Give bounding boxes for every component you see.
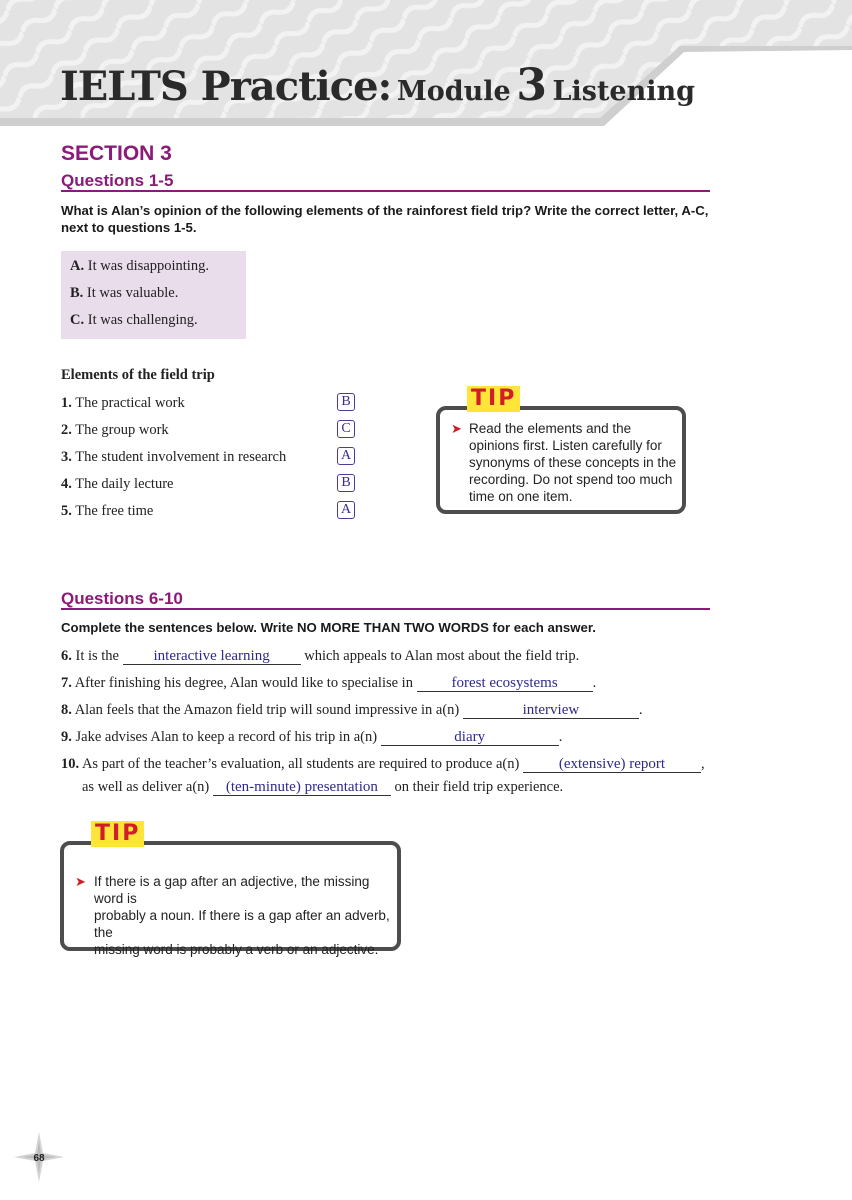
answer-box[interactable]: B (337, 474, 355, 492)
sentence-before: Jake advises Alan to keep a record of his trip in a(n) (75, 729, 378, 745)
answer-blank[interactable]: interactive learning (123, 648, 301, 665)
answer-blank[interactable]: diary (381, 729, 559, 746)
element-number: 2. (61, 422, 72, 438)
arrow-icon: ➤ (75, 874, 86, 889)
option-letter: A. (70, 258, 85, 274)
element-text: The practical work (75, 395, 185, 411)
title-number: 3 (516, 60, 547, 111)
sentence-number: 6. (61, 648, 72, 664)
element-item (61, 503, 153, 520)
option-c (70, 312, 198, 329)
questions-6-10-instruction: Complete the sentences below. Write NO MORE THAN TWO WORDS for each answer. (61, 620, 596, 635)
sentence-6 (61, 648, 579, 665)
sentence-7 (61, 675, 596, 692)
tip-line: synonyms of these concepts in the (469, 455, 677, 470)
option-letter: B. (70, 285, 84, 301)
answer-box[interactable]: A (337, 447, 355, 465)
sentence-before: As part of the teacher’s evaluation, all students are required to produce a(n) (81, 756, 520, 772)
sentence-after: on their field trip experience. (394, 779, 564, 795)
sentence-10-cont (82, 779, 563, 796)
sentence-number: 7. (61, 675, 72, 691)
sentence-9 (61, 729, 562, 746)
element-text: The daily lecture (75, 476, 174, 492)
heading-rule (61, 608, 710, 610)
tip-label: TIP (467, 386, 520, 412)
option-text: It was disappointing. (87, 258, 209, 274)
compass-star-icon (14, 1132, 64, 1182)
header-banner (0, 0, 852, 130)
sentence-before: as well as deliver a(n) (82, 779, 210, 795)
sentence-number: 9. (61, 729, 72, 745)
element-text: The student involvement in research (75, 449, 287, 465)
answer-box[interactable]: A (337, 501, 355, 519)
option-a (70, 258, 209, 275)
page-number: 68 (33, 1153, 45, 1164)
tip-line: time on one item. (469, 489, 573, 504)
element-text: The free time (75, 503, 154, 519)
sentence-after: . (558, 729, 563, 745)
title-main: IELTS Practice: (60, 63, 392, 110)
answer-box[interactable]: C (337, 420, 355, 438)
sentence-before: It is the (75, 648, 119, 664)
sentence-before: Alan feels that the Amazon field trip will sound impressive in a(n) (74, 702, 460, 718)
questions-6-10-heading: Questions 6-10 (61, 589, 183, 608)
sentence-number: 10. (61, 756, 80, 772)
option-b (70, 285, 178, 302)
questions-1-5-instruction: What is Alan’s opinion of the following elements of the rainforest field trip? Write the correct letter, A-C, next to questions 1-5. (61, 203, 709, 235)
sentence-after: which appeals to Alan most about the field trip. (304, 648, 580, 664)
page-number-badge (14, 1132, 64, 1182)
tip-line: opinions first. Listen carefully for (469, 438, 662, 453)
questions-1-5-heading: Questions 1-5 (61, 171, 174, 190)
element-item (61, 395, 185, 412)
page-title (60, 60, 695, 111)
tip-line: recording. Do not spend too much (469, 472, 673, 487)
tip-line: Read the elements and the (469, 421, 632, 436)
title-module: Module (396, 76, 511, 107)
section-heading: SECTION 3 (61, 142, 172, 165)
tip-text (469, 420, 679, 505)
elements-heading: Elements of the field trip (61, 367, 215, 383)
title-skill: Listening (552, 76, 696, 107)
tip-label: TIP (91, 821, 144, 847)
option-text: It was challenging. (87, 312, 198, 328)
sentence-after: . (592, 675, 597, 691)
answer-blank[interactable]: forest ecosystems (417, 675, 593, 692)
element-number: 5. (61, 503, 72, 519)
answer-blank[interactable]: (ten-minute) presentation (213, 779, 391, 796)
tip-line: If there is a gap after an adjective, the missing word is (94, 874, 370, 906)
element-number: 4. (61, 476, 72, 492)
element-item (61, 449, 286, 466)
option-text: It was valuable. (86, 285, 179, 301)
sentence-8 (61, 702, 643, 719)
tip-line: probably a noun. If there is a gap after an adverb, the (94, 908, 390, 940)
sentence-before: After finishing his degree, Alan would like to specialise in (74, 675, 413, 691)
sentence-after: , (700, 756, 705, 772)
element-item (61, 476, 173, 493)
option-letter: C. (70, 312, 85, 328)
element-item (61, 422, 169, 439)
answer-box[interactable]: B (337, 393, 355, 411)
element-number: 3. (61, 449, 72, 465)
heading-rule (61, 190, 710, 192)
answer-blank[interactable]: (extensive) report (523, 756, 701, 773)
answer-blank[interactable]: interview (463, 702, 639, 719)
arrow-icon: ➤ (451, 421, 462, 436)
tip-line: missing word is probably a verb or an adjective. (94, 942, 379, 957)
sentence-number: 8. (61, 702, 72, 718)
sentence-10 (61, 756, 705, 773)
element-text: The group work (75, 422, 169, 438)
element-number: 1. (61, 395, 72, 411)
sentence-after: . (638, 702, 643, 718)
tip-text (94, 873, 394, 958)
